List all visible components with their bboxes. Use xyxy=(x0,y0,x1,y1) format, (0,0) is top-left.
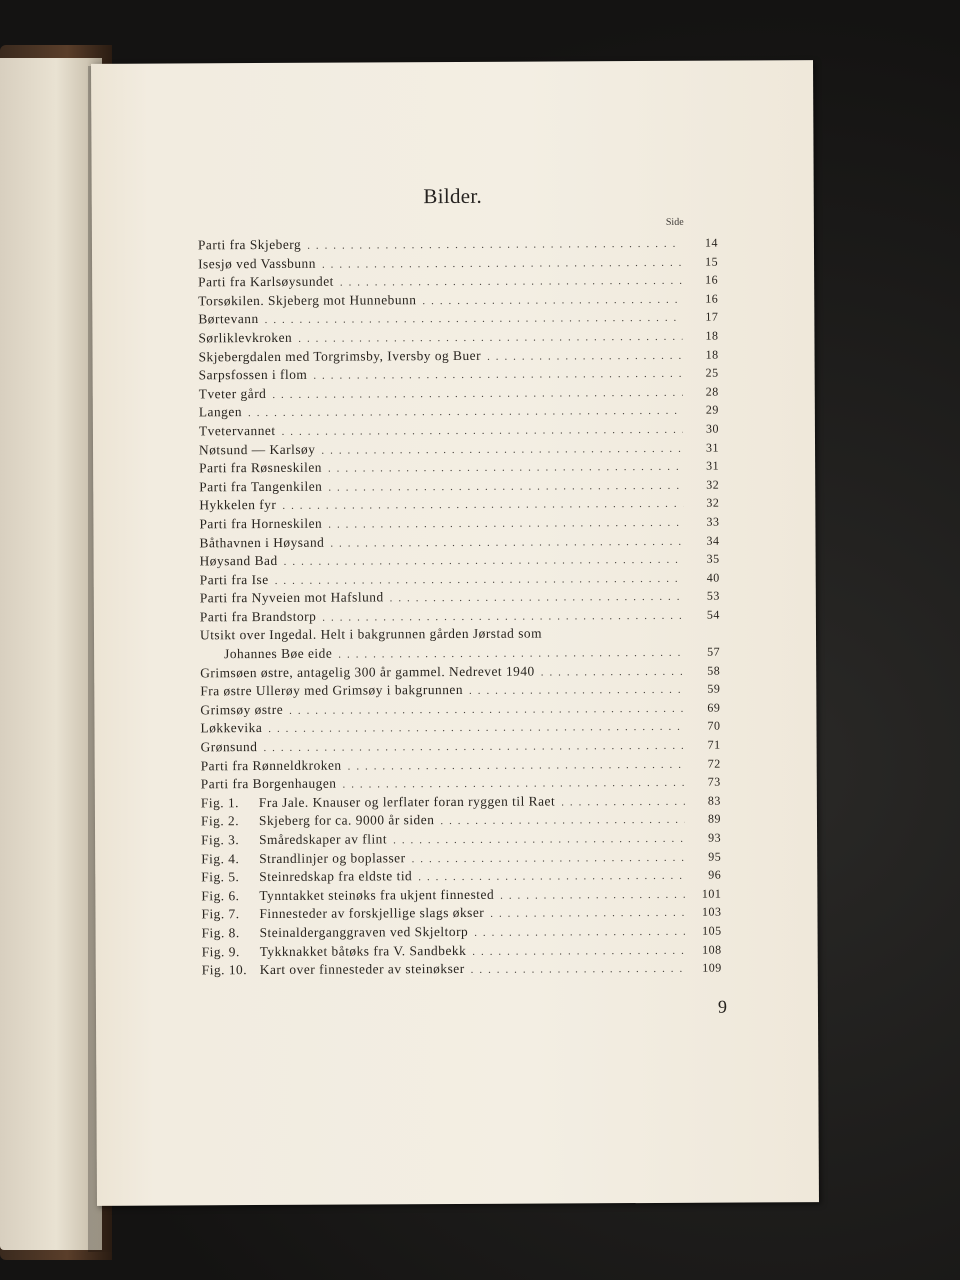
dot-leader xyxy=(328,480,683,494)
entry-page-number: 32 xyxy=(706,495,720,510)
entry-page-number: 103 xyxy=(701,904,722,920)
dot-leader xyxy=(348,758,685,772)
entry-page-number: 93 xyxy=(708,830,722,845)
entry-page-number: 109 xyxy=(702,960,722,975)
figure-number: Fig. 5. xyxy=(201,869,240,885)
entry-page-number: 18 xyxy=(705,347,719,362)
entry-page-number: 32 xyxy=(706,477,720,492)
entry-page-number: 58 xyxy=(707,663,721,678)
entry-title: Fra østre Ullerøy med Grimsøy i bakgrunnen xyxy=(200,682,464,699)
dot-leader xyxy=(307,238,682,252)
dot-leader xyxy=(418,870,685,883)
entry-title: Grønsund xyxy=(200,739,258,755)
entry-title: Kart over finnesteder av steinøkser xyxy=(259,961,465,978)
entry-title: Johannes Bøe eide xyxy=(224,645,333,662)
entry-page-number: 40 xyxy=(706,570,720,585)
entry-title: Langen xyxy=(198,404,243,420)
entry-title: Båthavnen i Høysand xyxy=(199,534,325,550)
entry-page-number: 33 xyxy=(706,514,720,529)
entry-title: Strandlinjer og boplasser xyxy=(259,849,406,866)
entry-title: Parti fra Tangenkilen xyxy=(199,478,323,495)
entry-title: Tvetervannet xyxy=(198,422,276,439)
entry-page-number: 53 xyxy=(706,588,720,603)
entry-page-number: 96 xyxy=(708,867,722,882)
entry-page-number: 73 xyxy=(707,774,721,789)
dot-leader xyxy=(469,684,684,697)
entry-page-number: 18 xyxy=(705,328,719,343)
page-heading: Bilder. xyxy=(423,183,483,209)
entry-title: Høysand Bad xyxy=(199,553,278,569)
entry-title: Hykkelen fyr xyxy=(199,497,277,513)
dot-leader xyxy=(321,442,683,456)
entry-page-number: 30 xyxy=(705,421,719,436)
dot-leader xyxy=(487,349,683,362)
dot-leader xyxy=(422,294,682,307)
entry-title: Parti fra Ise xyxy=(199,571,269,588)
entry-title: Sarpsfossen i flom xyxy=(198,366,308,383)
dot-leader xyxy=(322,256,682,270)
dot-leader xyxy=(272,387,682,401)
dot-leader xyxy=(282,424,683,438)
entry-title: Finnesteder av forskjellige slags økser xyxy=(259,905,485,922)
entry-page-number: 14 xyxy=(704,235,718,250)
entry-title: Parti fra Rønneldkroken xyxy=(200,757,342,773)
entry-page-number: 34 xyxy=(706,533,720,548)
right-page xyxy=(91,60,819,1206)
entry-title: Nøtsund — Karlsøy xyxy=(198,441,316,457)
entry-title: Parti fra Karlsøysundet xyxy=(198,273,334,290)
dot-leader xyxy=(322,610,684,624)
entry-title: Isesjø ved Vassbunn xyxy=(198,255,316,271)
entry-title: Tykknakket båtøks fra V. Sandbekk xyxy=(259,942,467,959)
dot-leader xyxy=(289,703,684,717)
dot-leader xyxy=(340,275,682,289)
entry-title: Steinredskap fra eldste tid xyxy=(259,868,413,885)
entry-page-number: 31 xyxy=(706,458,720,473)
entry-title: Parti fra Røsneskilen xyxy=(199,459,322,476)
entry-page-number: 70 xyxy=(707,719,721,734)
entry-page-number: 28 xyxy=(705,384,719,399)
entry-title: Børtevann xyxy=(198,311,259,327)
entry-title: Skjebergdalen med Torgrimsby, Iversby og Buer xyxy=(198,347,482,364)
entry-page-number: 95 xyxy=(708,849,722,864)
entry-title: Parti fra Brandstorp xyxy=(199,608,317,625)
dot-leader xyxy=(541,665,685,678)
dot-leader xyxy=(490,907,685,920)
entry-page-number: 15 xyxy=(705,254,719,269)
entry-title: Parti fra Borgenhaugen xyxy=(200,775,337,792)
dot-leader xyxy=(472,944,685,957)
entry-page-number: 31 xyxy=(705,440,720,455)
figure-number: Fig. 1. xyxy=(200,794,240,811)
entry-title: Løkkevika xyxy=(200,720,263,736)
entry-page-number: 101 xyxy=(701,886,722,901)
entry-title: Sørliklevkroken xyxy=(198,329,293,346)
entry-title: Fra Jale. Knauser og lerflater foran ryggen til Raet xyxy=(258,793,556,810)
entry-title: Tveter gård xyxy=(198,385,267,402)
entry-page-number: 54 xyxy=(706,607,720,622)
dot-leader xyxy=(284,554,684,568)
dot-leader xyxy=(390,591,684,605)
figure-number: Fig. 4. xyxy=(201,850,240,866)
dot-leader xyxy=(474,926,685,939)
dot-leader xyxy=(330,535,683,549)
dot-leader xyxy=(412,851,686,864)
entry-title: Steinalderganggraven ved Skjeltorp xyxy=(259,923,469,940)
illustration-list xyxy=(198,235,722,981)
entry-page-number: 108 xyxy=(702,942,722,957)
entry-page-number: 16 xyxy=(705,291,719,306)
dot-leader xyxy=(328,461,683,475)
dot-leader xyxy=(268,721,684,735)
figure-number: Fig. 10. xyxy=(201,962,248,978)
entry-page-number: 16 xyxy=(705,272,719,287)
entry-title: Parti fra Nyveien mot Hafslund xyxy=(199,589,384,606)
entry-page-number: 17 xyxy=(705,309,719,325)
dot-leader xyxy=(248,405,683,419)
dot-leader xyxy=(282,498,683,512)
entry-title: Grimsøen østre, antagelig 300 år gammel. Nedrevet 1940 xyxy=(200,663,535,680)
dot-leader xyxy=(338,647,684,661)
figure-number: Fig. 7. xyxy=(201,906,240,922)
entry-page-number: 25 xyxy=(705,365,719,380)
figure-number: Fig. 8. xyxy=(201,925,240,941)
entry-title: Tynntakket steinøks fra ukjent finnested xyxy=(259,886,495,903)
page-number: 9 xyxy=(717,996,728,1017)
entry-page-number: 57 xyxy=(707,644,721,659)
entry-title: Grimsøy østre xyxy=(200,701,284,718)
figure-number: Fig. 2. xyxy=(200,813,240,829)
dot-leader xyxy=(328,517,683,531)
entry-title: Utsikt over Ingedal. Helt i bakgrunnen gården Jørstad som xyxy=(199,626,543,643)
dot-leader xyxy=(298,331,682,345)
dot-leader xyxy=(342,777,684,791)
entry-title: Småredskaper av flint xyxy=(259,831,388,848)
dot-leader xyxy=(500,889,685,902)
entry-title: Parti fra Horneskilen xyxy=(199,515,323,532)
dot-leader xyxy=(561,796,685,809)
list-item xyxy=(202,960,722,981)
dot-leader xyxy=(440,814,685,827)
entry-page-number: 89 xyxy=(707,812,722,827)
entry-page-number: 105 xyxy=(702,923,722,938)
dot-leader xyxy=(275,572,684,586)
entry-page-number: 83 xyxy=(707,793,721,808)
entry-page-number: 72 xyxy=(707,756,721,771)
figure-number: Fig. 9. xyxy=(201,943,240,959)
dot-leader xyxy=(393,833,685,847)
side-column-label: Side xyxy=(665,216,684,228)
entry-title: Parti fra Skjeberg xyxy=(197,236,302,253)
figure-number: Fig. 6. xyxy=(201,887,240,904)
figure-number: Fig. 3. xyxy=(201,832,240,848)
dot-leader xyxy=(265,312,683,326)
entry-page-number: 29 xyxy=(705,402,719,418)
left-page xyxy=(0,58,102,1250)
entry-title: Torsøkilen. Skjeberg mot Hunnebunn xyxy=(198,291,417,309)
dot-leader xyxy=(471,963,686,976)
entry-page-number: 35 xyxy=(706,551,720,566)
dot-leader xyxy=(263,740,684,754)
entry-page-number: 59 xyxy=(707,681,721,696)
entry-title: Skjeberg for ca. 9000 år siden xyxy=(258,812,435,829)
dot-leader xyxy=(313,368,682,382)
entry-page-number: 69 xyxy=(707,700,721,715)
entry-page-number: 71 xyxy=(707,737,721,752)
